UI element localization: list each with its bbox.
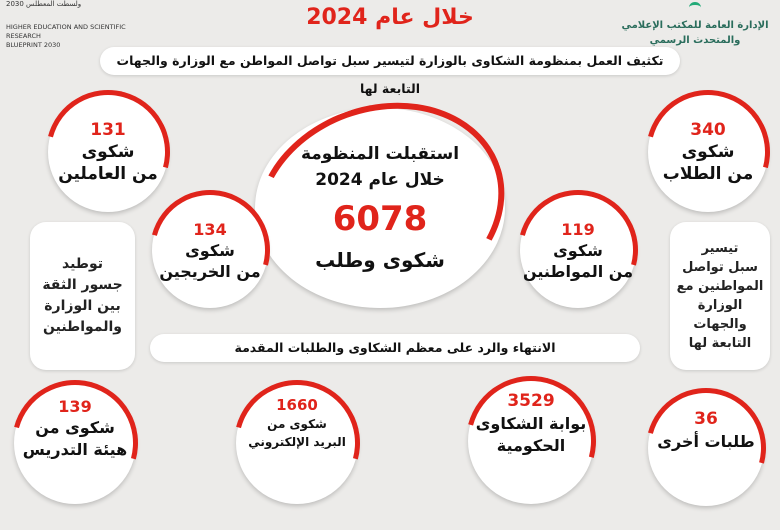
side-right-l3: المواطنين مع <box>676 279 764 294</box>
stat-portal-l2: الحكومية <box>496 436 566 455</box>
logo-right-line2: والمتحدث الرسمي <box>649 35 741 46</box>
completion-bar: الانتهاء والرد على معظم الشكاوى والطلبات المقدمة <box>150 334 640 362</box>
stat-citizens-l1: شكوى <box>553 240 603 260</box>
logo-left-line3: BLUEPRINT 2030 <box>6 41 61 49</box>
stat-citizens-l2: من المواطنين <box>522 261 634 281</box>
stat-faculty-l1: شكوى من <box>35 418 115 437</box>
stat-graduates-l2: من الخريجين <box>159 261 261 281</box>
stat-workers <box>48 92 168 212</box>
stat-email-l2: البريد الإلكتروني <box>248 435 346 449</box>
stat-students-num: 340 <box>690 120 726 140</box>
stat-students <box>648 92 768 212</box>
stat-citizens-num: 119 <box>561 219 595 239</box>
stat-graduates <box>152 192 268 308</box>
side-left-l2: جسور الثقة <box>42 277 123 293</box>
side-panel-trust <box>30 222 135 370</box>
side-right-l1: تيسير <box>701 241 739 256</box>
logo-left-line2: HIGHER EDUCATION AND SCIENTIFIC RESEARCH <box>6 23 126 40</box>
side-left-l4: والمواطنين <box>43 319 122 335</box>
stat-email-num: 1660 <box>276 396 318 414</box>
total-circle <box>255 108 505 308</box>
stat-citizens <box>520 192 636 308</box>
center-line1: استقبلت المنظومة <box>300 144 460 164</box>
side-left-l3: بين الوزارة <box>44 298 121 314</box>
side-right-l6: التابعة لها <box>688 336 752 351</box>
stat-email-l1: شكوى من <box>267 417 327 431</box>
stat-portal-l1: بوابة الشكاوى <box>475 414 587 433</box>
center-line3: شكوى وطلب <box>315 248 445 272</box>
stat-other <box>648 390 764 506</box>
center-total: 6078 <box>332 199 428 239</box>
stat-portal <box>468 378 594 504</box>
side-left-l1: توطيد <box>61 256 104 272</box>
stat-portal-num: 3529 <box>507 391 555 411</box>
stat-email <box>236 382 358 504</box>
side-panel-communication <box>670 222 770 370</box>
logo-right-line1: الإدارة العامة للمكتب الإعلامي <box>621 20 769 31</box>
center-line2: خلال عام 2024 <box>315 170 445 190</box>
stat-faculty-num: 139 <box>58 397 92 416</box>
stat-faculty <box>14 382 136 504</box>
side-right-l4: الوزارة <box>697 298 743 313</box>
logo-left-line1: 2030 ولسطت المعطلس <box>6 0 82 8</box>
stat-workers-l2: من العاملين <box>58 164 158 184</box>
side-right-l5: والجهات <box>693 317 747 332</box>
stat-workers-num: 131 <box>90 120 126 140</box>
stat-students-l2: من الطلاب <box>662 164 754 184</box>
stat-workers-l1: شكوى <box>81 142 135 162</box>
stat-graduates-num: 134 <box>193 219 227 239</box>
stat-other-num: 36 <box>694 409 718 429</box>
intro-banner: تكثيف العمل بمنظومة الشكاوى بالوزارة لتيسير سبل تواصل المواطن مع الوزارة والجهات التابعة لها <box>100 47 680 75</box>
side-right-l2: سبل تواصل <box>682 260 758 275</box>
stat-graduates-l1: شكوى <box>185 240 235 260</box>
page-title: خلال عام 2024 <box>306 5 474 30</box>
stat-students-l1: شكوى <box>681 142 735 162</box>
stat-other-l1: طلبات أخرى <box>657 432 755 451</box>
stat-faculty-l2: هيئة التدريس <box>22 440 128 459</box>
